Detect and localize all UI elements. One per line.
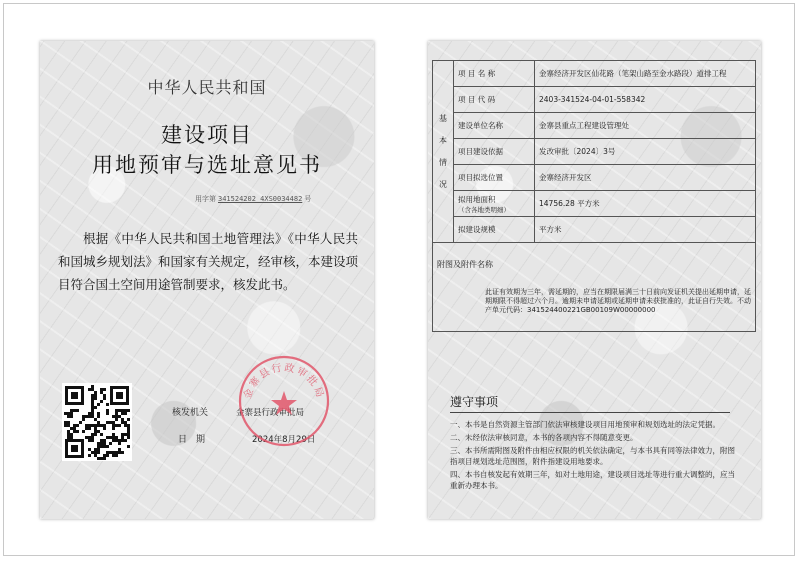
date-label: 日 期: [178, 435, 206, 445]
rules-title: 遵守事项: [450, 395, 499, 409]
seal-text: 金寨县行政审批局: [242, 362, 326, 401]
serial-prefix: 用字第: [195, 195, 216, 203]
official-seal-icon: [236, 353, 332, 449]
info-row-value: 金寨县重点工程建设管理处: [535, 113, 756, 139]
rule-item: 一、本书是自然资源主管部门依法审核建设项目用地预审和规划选址的法定凭据。: [450, 420, 720, 429]
rule-item: 二、未经依法审核同意，本书的各项内容不得随意变更。: [450, 433, 638, 442]
info-row-value: 14756.28 平方米: [535, 191, 756, 217]
attachment-title: 附图及附件名称: [437, 260, 493, 269]
certificate-body-text: 根据《中华人民共和国土地管理法》《中华人民共和国城乡规划法》和国家有关规定，经审核，本建设项目符合国土空间用途管制要求，核发此书。: [58, 231, 359, 292]
info-row: [433, 113, 756, 139]
info-row-value: 发改审批〔2024〕3号: [535, 139, 756, 165]
info-row: [433, 139, 756, 165]
document-title-line2: 用地预审与选址意见书: [92, 153, 322, 177]
country-name: 中华人民共和国: [147, 78, 267, 97]
attachment-cell: [433, 243, 756, 332]
validity-note: 此证有效期为三年，需延期的，应当在期限届满三十日前向发证机关提出延期申请，延期期限不得超过六个月。逾期未申请延期或延期申请未获批准的，此证自行失效。不动产单元代码：341524400221GB00109W00000000: [485, 288, 751, 314]
info-row: [433, 191, 756, 217]
date-value: 2024年8月29日: [252, 435, 316, 445]
basic-info-table: [432, 60, 756, 332]
serial-number: [195, 194, 311, 204]
certificate-detail-page: [428, 41, 761, 519]
info-row: [433, 217, 756, 243]
info-row-value: 平方米: [535, 217, 756, 243]
rule-item: 四、本书自核发起有效期三年，如对土地用途，建设项目选址等进行重大调整的，应当重新办理本书。: [450, 470, 735, 490]
info-row-label: 建设单位名称: [454, 113, 535, 139]
certificate-cover-page: [40, 41, 374, 519]
document-title-line1: 建设项目: [161, 123, 253, 147]
info-row-label: 项目拟选位置: [454, 165, 535, 191]
attachment-row: [433, 243, 756, 332]
serial-value: 341524202 4XS0034482: [218, 195, 303, 203]
rule-item: 三、本书所需附图及附件由相应权限的机关依法确定，与本书具有同等法律效力，附图指项目规划选址范围图，附件指建设用地要求。: [450, 446, 735, 466]
info-row: [433, 87, 756, 113]
info-row-value: 金寨经济开发区: [535, 165, 756, 191]
info-row: [433, 61, 756, 87]
issuer-label: 核发机关: [172, 408, 209, 418]
rules-list: [450, 419, 742, 493]
info-row-label: 项目建设依据: [454, 139, 535, 165]
info-row-label: 拟建设规模: [454, 217, 535, 243]
info-row-value: 2403-341524-04-01-558342: [535, 87, 756, 113]
info-row-label: 拟用地面积 （含各地类明细）: [454, 191, 535, 217]
rules-divider: [450, 412, 730, 413]
qr-code-icon: [62, 383, 132, 461]
serial-suffix: 号: [304, 195, 312, 203]
info-row-label: 项 目 代 码: [454, 87, 535, 113]
issuer-value: 金寨县行政审批局: [236, 408, 305, 418]
info-row: [433, 165, 756, 191]
info-row-value: 金寨经济开发区仙花路（笔架山路至金水路段）道排工程: [535, 61, 756, 87]
info-row-label: 项 目 名 称: [454, 61, 535, 87]
section-label: 基 本 情 况: [433, 61, 454, 243]
